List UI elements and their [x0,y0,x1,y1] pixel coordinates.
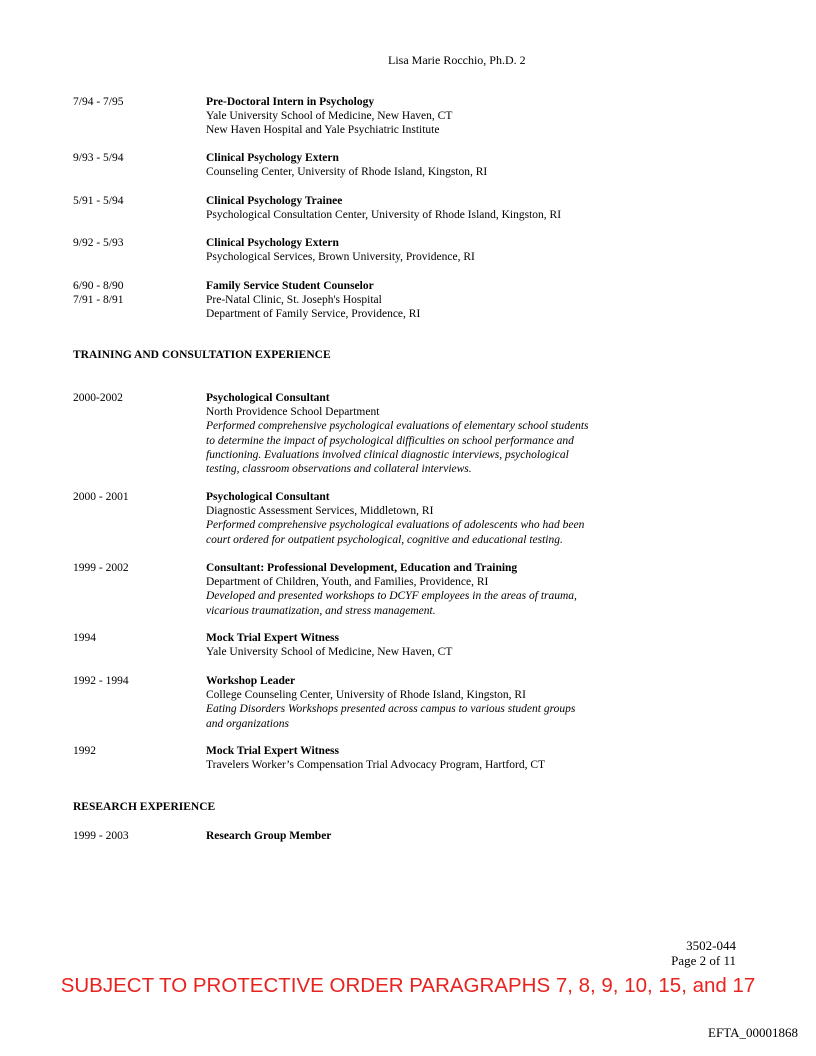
entry-title: Research Group Member [206,830,332,842]
entry-description: vicarious traumatization, and stress management. [206,604,436,617]
entry-description: Performed comprehensive psychological evaluations of adolescents who had been [206,519,585,532]
entry-description: to determine the impact of psychological difficulties on school performance and [206,434,574,447]
entry-date: 1999 - 2003 [73,830,129,842]
entry-description: Performed comprehensive psychological evaluations of elementary school students [206,420,589,433]
entry-line: Psychological Consultation Center, University of Rhode Island, Kingston, RI [206,209,562,222]
protective-order-banner: SUBJECT TO PROTECTIVE ORDER PARAGRAPHS 7, 8, 9, 10, 15, and 17 [60,974,756,997]
entry-date: 2000 - 2001 [73,491,129,503]
entry-date: 1992 - 1994 [73,675,129,687]
entry-description: testing, classroom observations and collateral interviews. [206,463,472,476]
entry-date: 1994 [73,632,96,644]
entry-title: Clinical Psychology Extern [206,152,339,164]
entry-date: 7/94 - 7/95 [73,96,124,108]
entry-description: Developed and presented workshops to DCYF employees in the areas of trauma, [206,590,577,603]
entry-line: Yale University School of Medicine, New Haven, CT [206,646,453,659]
entry-title: Clinical Psychology Trainee [206,195,343,207]
entry-title: Pre-Doctoral Intern in Psychology [206,96,375,108]
section-heading-research: RESEARCH EXPERIENCE [73,801,216,813]
entry-title: Workshop Leader [206,675,296,687]
entry-date: 7/91 - 8/91 [73,294,124,307]
entry-title: Family Service Student Counselor [206,280,374,292]
page-header: Lisa Marie Rocchio, Ph.D. 2 [388,53,526,67]
entry-title: Psychological Consultant [206,491,330,503]
entry-line: Pre-Natal Clinic, St. Joseph's Hospital [206,294,382,307]
entry-title: Psychological Consultant [206,392,330,404]
entry-line: College Counseling Center, University of Rhode Island, Kingston, RI [206,689,526,702]
entry-line: Diagnostic Assessment Services, Middletown, RI [206,505,434,518]
entry-line: Travelers Worker’s Compensation Trial Advocacy Program, Hartford, CT [206,759,546,772]
page-number: Page 2 of 11 [671,953,736,968]
entry-line: Department of Family Service, Providence, RI [206,308,421,321]
efta-identifier: EFTA_00001868 [708,1025,798,1040]
entry-title: Mock Trial Expert Witness [206,745,339,757]
entry-description: functioning. Evaluations involved clinical diagnostic interviews, psychological [206,448,569,461]
entry-title: Mock Trial Expert Witness [206,632,339,644]
entry-date: 1992 [73,745,96,757]
entry-date: 1999 - 2002 [73,562,129,574]
entry-line: Counseling Center, University of Rhode Island, Kingston, RI [206,166,488,179]
section-heading-training: TRAINING AND CONSULTATION EXPERIENCE [73,349,331,361]
entry-title: Consultant: Professional Development, Education and Training [206,562,518,574]
entry-date: 6/90 - 8/90 [73,280,124,292]
entry-line: Department of Children, Youth, and Families, Providence, RI [206,576,489,589]
entry-line: North Providence School Department [206,406,380,419]
entry-line: Psychological Services, Brown University, Providence, RI [206,251,475,264]
entry-line: Yale University School of Medicine, New Haven, CT [206,110,453,123]
entry-title: Clinical Psychology Extern [206,237,339,249]
entry-date: 9/93 - 5/94 [73,152,124,164]
entry-line: New Haven Hospital and Yale Psychiatric Institute [206,124,440,137]
document-code: 3502-044 [686,938,736,953]
entry-description: Eating Disorders Workshops presented across campus to various student groups [206,703,576,716]
entry-date: 2000-2002 [73,392,123,404]
entry-date: 5/91 - 5/94 [73,195,124,207]
entry-description: court ordered for outpatient psychological, cognitive and educational testing. [206,533,563,546]
entry-date: 9/92 - 5/93 [73,237,124,249]
entry-description: and organizations [206,717,289,730]
